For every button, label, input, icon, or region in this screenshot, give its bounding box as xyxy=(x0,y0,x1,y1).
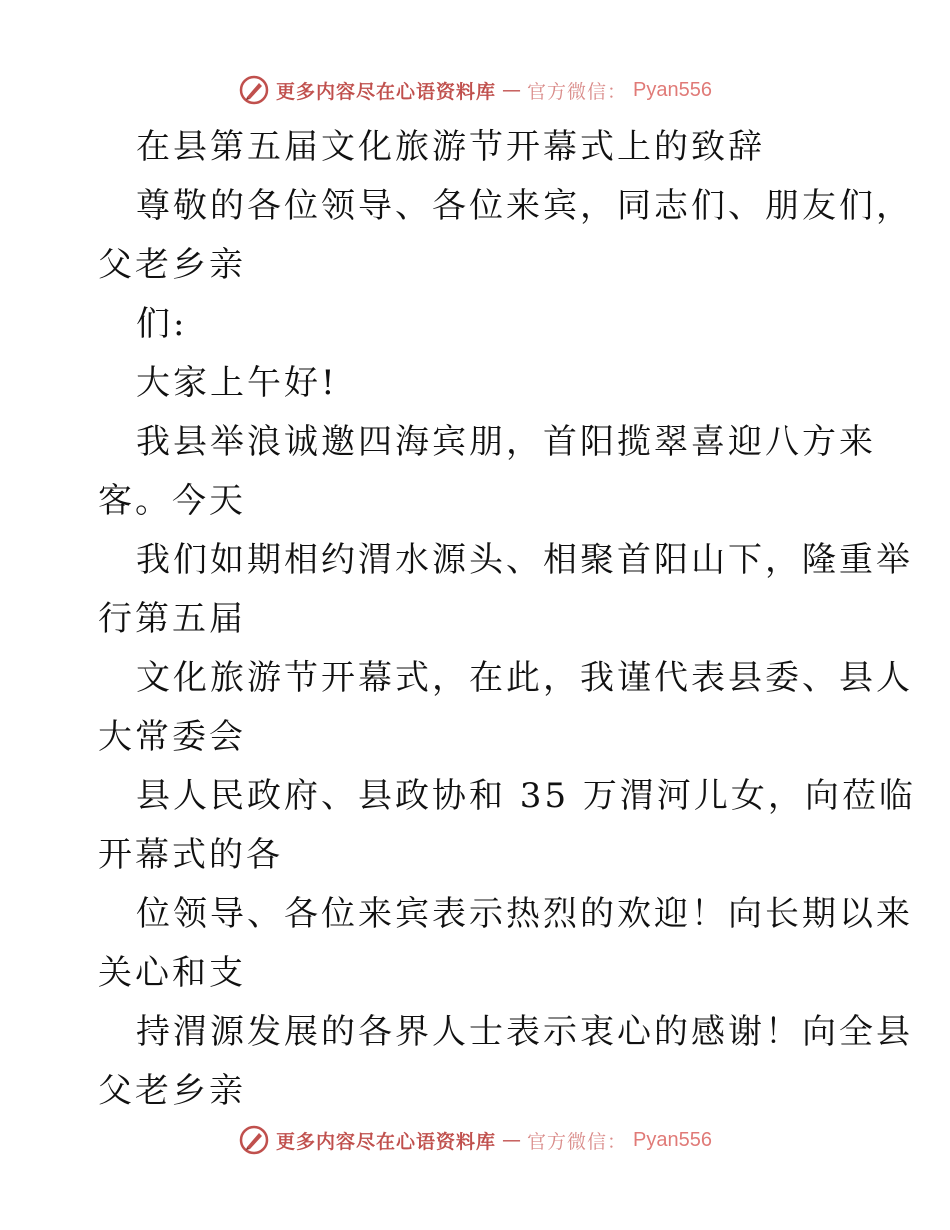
text-line: 客。今天 xyxy=(98,481,246,521)
pen-logo-icon xyxy=(238,74,270,106)
watermark-account: Pyan556 xyxy=(633,1128,712,1151)
watermark-dash: — xyxy=(502,1129,522,1151)
header-watermark xyxy=(0,70,950,110)
text-line: 开幕式的各 xyxy=(98,835,283,875)
text-line: 持渭源发展的各界人士表示衷心的感谢！向全县 xyxy=(136,1012,913,1052)
text-line: 我县举浪诚邀四海宾朋，首阳揽翠喜迎八方来 xyxy=(136,422,876,462)
text-line: 我们如期相约渭水源头、相聚首阳山下，隆重举 xyxy=(136,540,913,580)
footer-watermark xyxy=(0,1120,950,1160)
watermark-main-text: 更多内容尽在心语资料库 xyxy=(276,1130,497,1153)
watermark-label: 官方微信： xyxy=(527,80,628,103)
text-line: 大家上午好! xyxy=(136,363,338,403)
text-line: 尊敬的各位领导、各位来宾，同志们、朋友们， xyxy=(136,186,913,226)
watermark-label: 官方微信： xyxy=(527,1130,628,1153)
watermark-account: Pyan556 xyxy=(633,78,712,101)
text-line: 父老乡亲 xyxy=(98,1071,246,1111)
text-line: 文化旅游节开幕式，在此，我谨代表县委、县人 xyxy=(136,658,913,698)
text-line: 在县第五届文化旅游节开幕式上的致辞 xyxy=(136,127,765,167)
text-line: 关心和支 xyxy=(98,953,246,993)
text-line: 县人民政府、县政协和 35 万渭河儿女，向莅临 xyxy=(136,776,916,816)
pen-logo-icon xyxy=(238,1124,270,1156)
text-line: 位领导、各位来宾表示热烈的欢迎！向长期以来 xyxy=(136,894,913,934)
text-line: 们: xyxy=(136,304,188,344)
text-line: 行第五届 xyxy=(98,599,246,639)
watermark-main-text: 更多内容尽在心语资料库 xyxy=(276,80,497,103)
watermark-dash: — xyxy=(502,79,522,101)
document-body xyxy=(98,118,916,1121)
text-line: 父老乡亲 xyxy=(98,245,246,285)
text-line: 大常委会 xyxy=(98,717,246,757)
